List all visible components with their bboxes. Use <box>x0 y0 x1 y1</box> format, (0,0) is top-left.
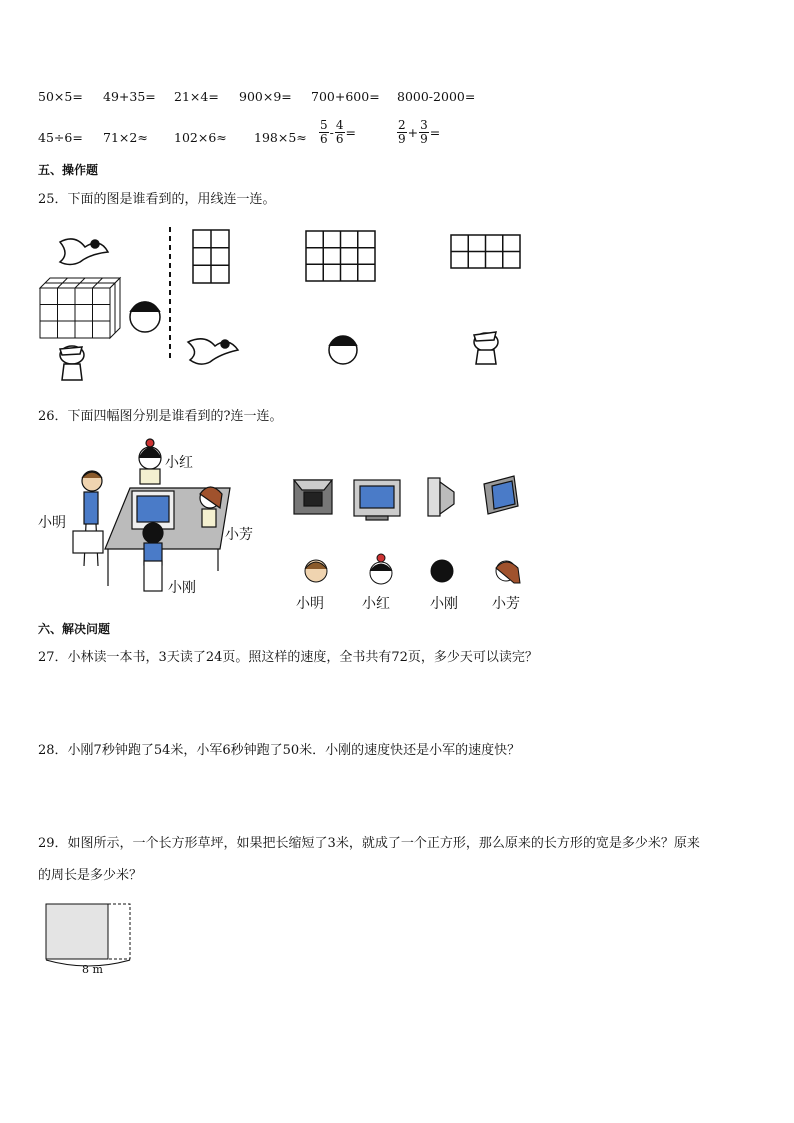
bottom-label: 小明 <box>296 596 324 612</box>
child-face-icon <box>329 336 357 364</box>
question-29-line1: 29．如图所示，一个长方形草坪，如果把长缩短了3米，就成了一个正方形，那么原来的长方形的宽是多少米？原来 <box>38 836 700 851</box>
girl-xiaohong <box>139 439 161 484</box>
fraction: $\frac{4}{6}$ <box>335 118 344 146</box>
bird-icon <box>188 339 238 364</box>
label-xiaofang: 小芳 <box>225 527 253 543</box>
xiaohong-head-icon <box>370 554 392 584</box>
calc-item: 45÷6= <box>38 130 83 145</box>
question-25: 25．下面的图是谁看到的，用线连一连。 <box>38 192 276 207</box>
fraction: $\frac{5}{6}$ <box>320 118 328 146</box>
label-xiaoming: 小明 <box>38 515 66 531</box>
grid-view-c <box>451 235 520 268</box>
cube-stack <box>40 278 120 338</box>
calc-item: 50×5= <box>38 89 83 104</box>
fraction-expression: $\frac{2}{9}$ + $\frac{3}{9}$ = <box>398 118 441 146</box>
question-27: 27．小林读一本书，3天读了24页。照这样的速度，全书共有72页，多少天可以读完？ <box>38 650 538 665</box>
person-icon <box>60 346 84 380</box>
calc-item: 8000-2000= <box>397 89 476 104</box>
question-26: 26．下面四幅图分别是谁看到的?连一连。 <box>38 409 283 424</box>
question-29-line2: 的周长是多少米？ <box>38 868 143 883</box>
fraction: $\frac{3}{9}$ <box>420 118 428 146</box>
section-heading: 六、解决问题 <box>38 622 111 636</box>
xiaoming-head-icon <box>305 560 327 582</box>
calc-item: 900×9= <box>239 89 292 104</box>
monitor-angled-view <box>484 476 518 514</box>
person-icon <box>474 332 498 364</box>
question-28: 28．小刚7秒钟跑了54米，小军6秒钟跑了50米．小刚的速度快还是小军的速度快？ <box>38 743 521 758</box>
bottom-label: 小芳 <box>492 596 520 612</box>
boy-xiaogang <box>143 523 163 591</box>
fraction: $\frac{2}{9}$ <box>398 118 406 146</box>
bottom-label: 小刚 <box>430 596 458 612</box>
calc-item: 21×4= <box>174 89 219 104</box>
calc-item: 198×5≈ <box>254 130 307 145</box>
bird-icon <box>60 239 108 265</box>
q25-figure <box>30 222 530 387</box>
calc-item: 49+35= <box>103 89 156 104</box>
xiaogang-head-icon <box>431 560 453 582</box>
calc-item: 700+600= <box>311 89 380 104</box>
monitor-side-view <box>428 478 454 516</box>
calc-item: 71×2≈ <box>103 130 148 145</box>
grid-view-b <box>306 231 375 281</box>
calc-item: 102×6≈ <box>174 130 227 145</box>
bottom-label: 小红 <box>362 596 390 612</box>
head-icons <box>296 553 536 589</box>
child-face-icon <box>130 302 160 332</box>
label-xiaohong: 小红 <box>165 455 193 471</box>
xiaofang-head-icon <box>496 561 520 583</box>
fraction-expression: $\frac{5}{6}$ - $\frac{4}{6}$ = <box>320 118 356 146</box>
monitor-views <box>288 470 528 522</box>
dimension-label: 8 m <box>82 963 103 976</box>
boy-xiaoming <box>73 471 103 566</box>
monitor-front-view <box>354 480 400 520</box>
monitor-back-view <box>294 480 332 514</box>
label-xiaogang: 小刚 <box>168 580 196 596</box>
grid-view-a <box>193 230 229 283</box>
section-heading: 五、操作题 <box>38 163 99 177</box>
